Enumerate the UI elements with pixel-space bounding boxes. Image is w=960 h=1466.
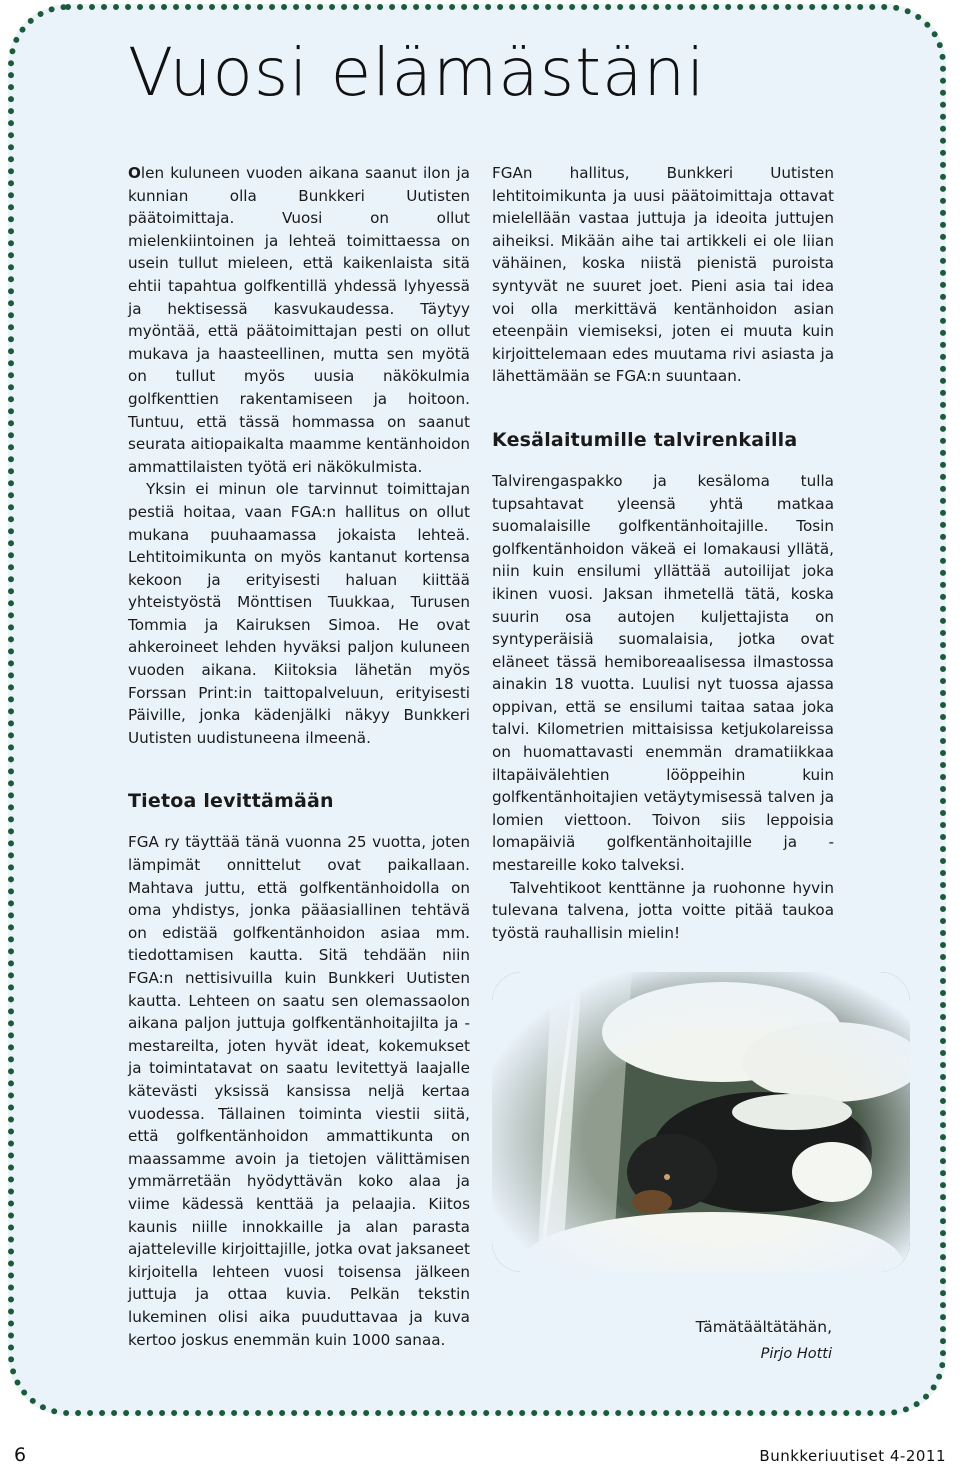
page-title: Vuosi elämästäni xyxy=(128,34,706,111)
section-heading: Tietoa levittämään xyxy=(128,790,334,813)
paragraph: Talvehtikoot kenttänne ja ruohonne hyvin tulevana talvena, jotta voitte pitää taukoa työstä rauhallisin mielin! xyxy=(492,878,834,942)
paragraph: FGAn hallitus, Bunkkeri Uutisten lehtitoimikunta ja uusi päätoimittaja ottavat mielellään vastaa juttuja ja ideoita juttujen aiheiksi. Mikään aihe tai artikkeli ei ole liian vähäinen, koska niistä pienistä puroista syntyvät ne suuret joet. Pieni asia tai idea voi olla merkittävä kentänhoidon asian eteenpäin viemiseksi, joten ei muuta kuin kirjoittelemaan edes muutama rivi asiasta ja lähettämään se FGA:n suuntaan. xyxy=(492,164,834,386)
paragraph: Yksin ei minun ole tarvinnut toimittajan pestiä hoitaa, vaan FGA:n hallitus on ollut mukana puuhaamassa jokaista lehteä. Lehtitoimikunta on myös kantanut kortensa kekoon ja erityisesti haluan kiittää yhteistyöstä Mönttisen Tuukkaa, Turusen Tommia ja Kairuksen Simoa. He ovat ahkeroineet lehden hyväksi paljon kuluneen vuoden aikana. Kiitoksia lähetän myös Forssan Print:in taittopalveluun, erityisesti Päiville, jonka kädenjälki näkyy Bunkkeri Uutisten uudistuneena ilmeenä. xyxy=(128,480,470,747)
section-heading: Kesälaitumille talvirenkailla xyxy=(492,428,798,451)
signature-closing: Tämätäältätähän, xyxy=(695,1318,832,1336)
left-column xyxy=(128,162,470,1351)
dog-in-snow-photo xyxy=(492,972,910,1272)
page-number: 6 xyxy=(14,1444,27,1466)
paragraph: Olen kuluneen vuoden aikana saanut ilon ja kunnian olla Bunkkeri Uutisten päätoimittaja. Vuosi on ollut mielenkiintoinen ja lehteä toimittaessa on usein tullut mieleen, että kaikenlaista sitä ehtii tapahtua golfkentillä yhdessä lyhyessä ja hektisessä kasvukaudessa. Täytyy myöntää, että päätoimittajan pesti on ollut mukava ja haasteellinen, mutta sen myötä on tullut myös uusia näkökulmia golfkenttien rakentamiseen ja hoitoon. Tuntuu, että tässä hommassa on saanut seurata aitiopaikalta maamme kentänhoidon ammattilaisten työtä eri näkökulmista. xyxy=(128,164,470,476)
paragraph: Talvirengaspakko ja kesäloma tulla tupsahtavat yleensä yhtä matkaa suomalaisille golfkentänhoitajille. Tosin golfkentänhoidon väkeä ei lomakausi yllätä, niin kuin ensilumi yllättää autoilijat joka ikinen vuosi. Jaksan ihmetellä tätä, koska suurin osa autojen kuljettajista on syntyperäisiä suomalaisia, jotka ovat eläneet tässä hemiboreaalisessa ilmastossa ainakin 18 vuotta. Luulisi nyt tuossa ajassa oppivan, että se ensilumi taitaa sataa joka talvi. Kilometrien mittaisissa ketjukolareissa on huomattavasti enemmän dramatiikkaa iltapäivälehtien lööppeihin kuin golfkentänhoitajien vetäytymisessä talven ja lomien viettoon. Toivon siis leppoisia lomapäiviä golfkentänhoitajille ja -mestareille koko talveksi. xyxy=(492,471,834,875)
paragraph: FGA ry täyttää tänä vuonna 25 vuotta, joten lämpimät onnittelut ovat paikallaan. Mahtava juttu, että golfkentänhoidolla on oma yhdistys, jonka pääasiallinen tehtävä on edistää golfkentänhoidon asiaa mm. tiedottamisen kautta. Sitä tehdään niin FGA:n nettisivuilla kuin Bunkkeri Uutisten kautta. Lehteen on saatu sen olemassaolon aikana paljon juttuja golfkentänhoitajilta ja -mestareilta, joten hyvät ideat, kokemukset ja toimintatavat on saatu levitettyä laajalle kätevästi yksissä kansissa neljä kertaa vuodessa. Tällainen toiminta viestii siitä, että golfkentänhoidon ammattikunta on maassamme avoin ja tietojen välittämisen ymmärretään hyödyttävän koko alaa ja viime kädessä kenttää ja pelaajia. Kiitos kaunis niille innokkaille ja alan parasta ajatteleville kirjoittajille, jotka ovat jaksaneet kirjoitella lehteen vuosi toisensa jälkeen juttuja ja ottaa kuvia. Pelkän tekstin lukeminen olisi aika puuduttavaa ja kuva kertoo joskus enemmän kuin 1000 sanaa. xyxy=(128,833,470,1349)
publication-name: Bunkkeriuutiset 4-2011 xyxy=(759,1447,946,1465)
photo-illustration xyxy=(492,972,910,1272)
right-column xyxy=(492,162,834,944)
signature-author: Pirjo Hotti xyxy=(760,1346,832,1362)
